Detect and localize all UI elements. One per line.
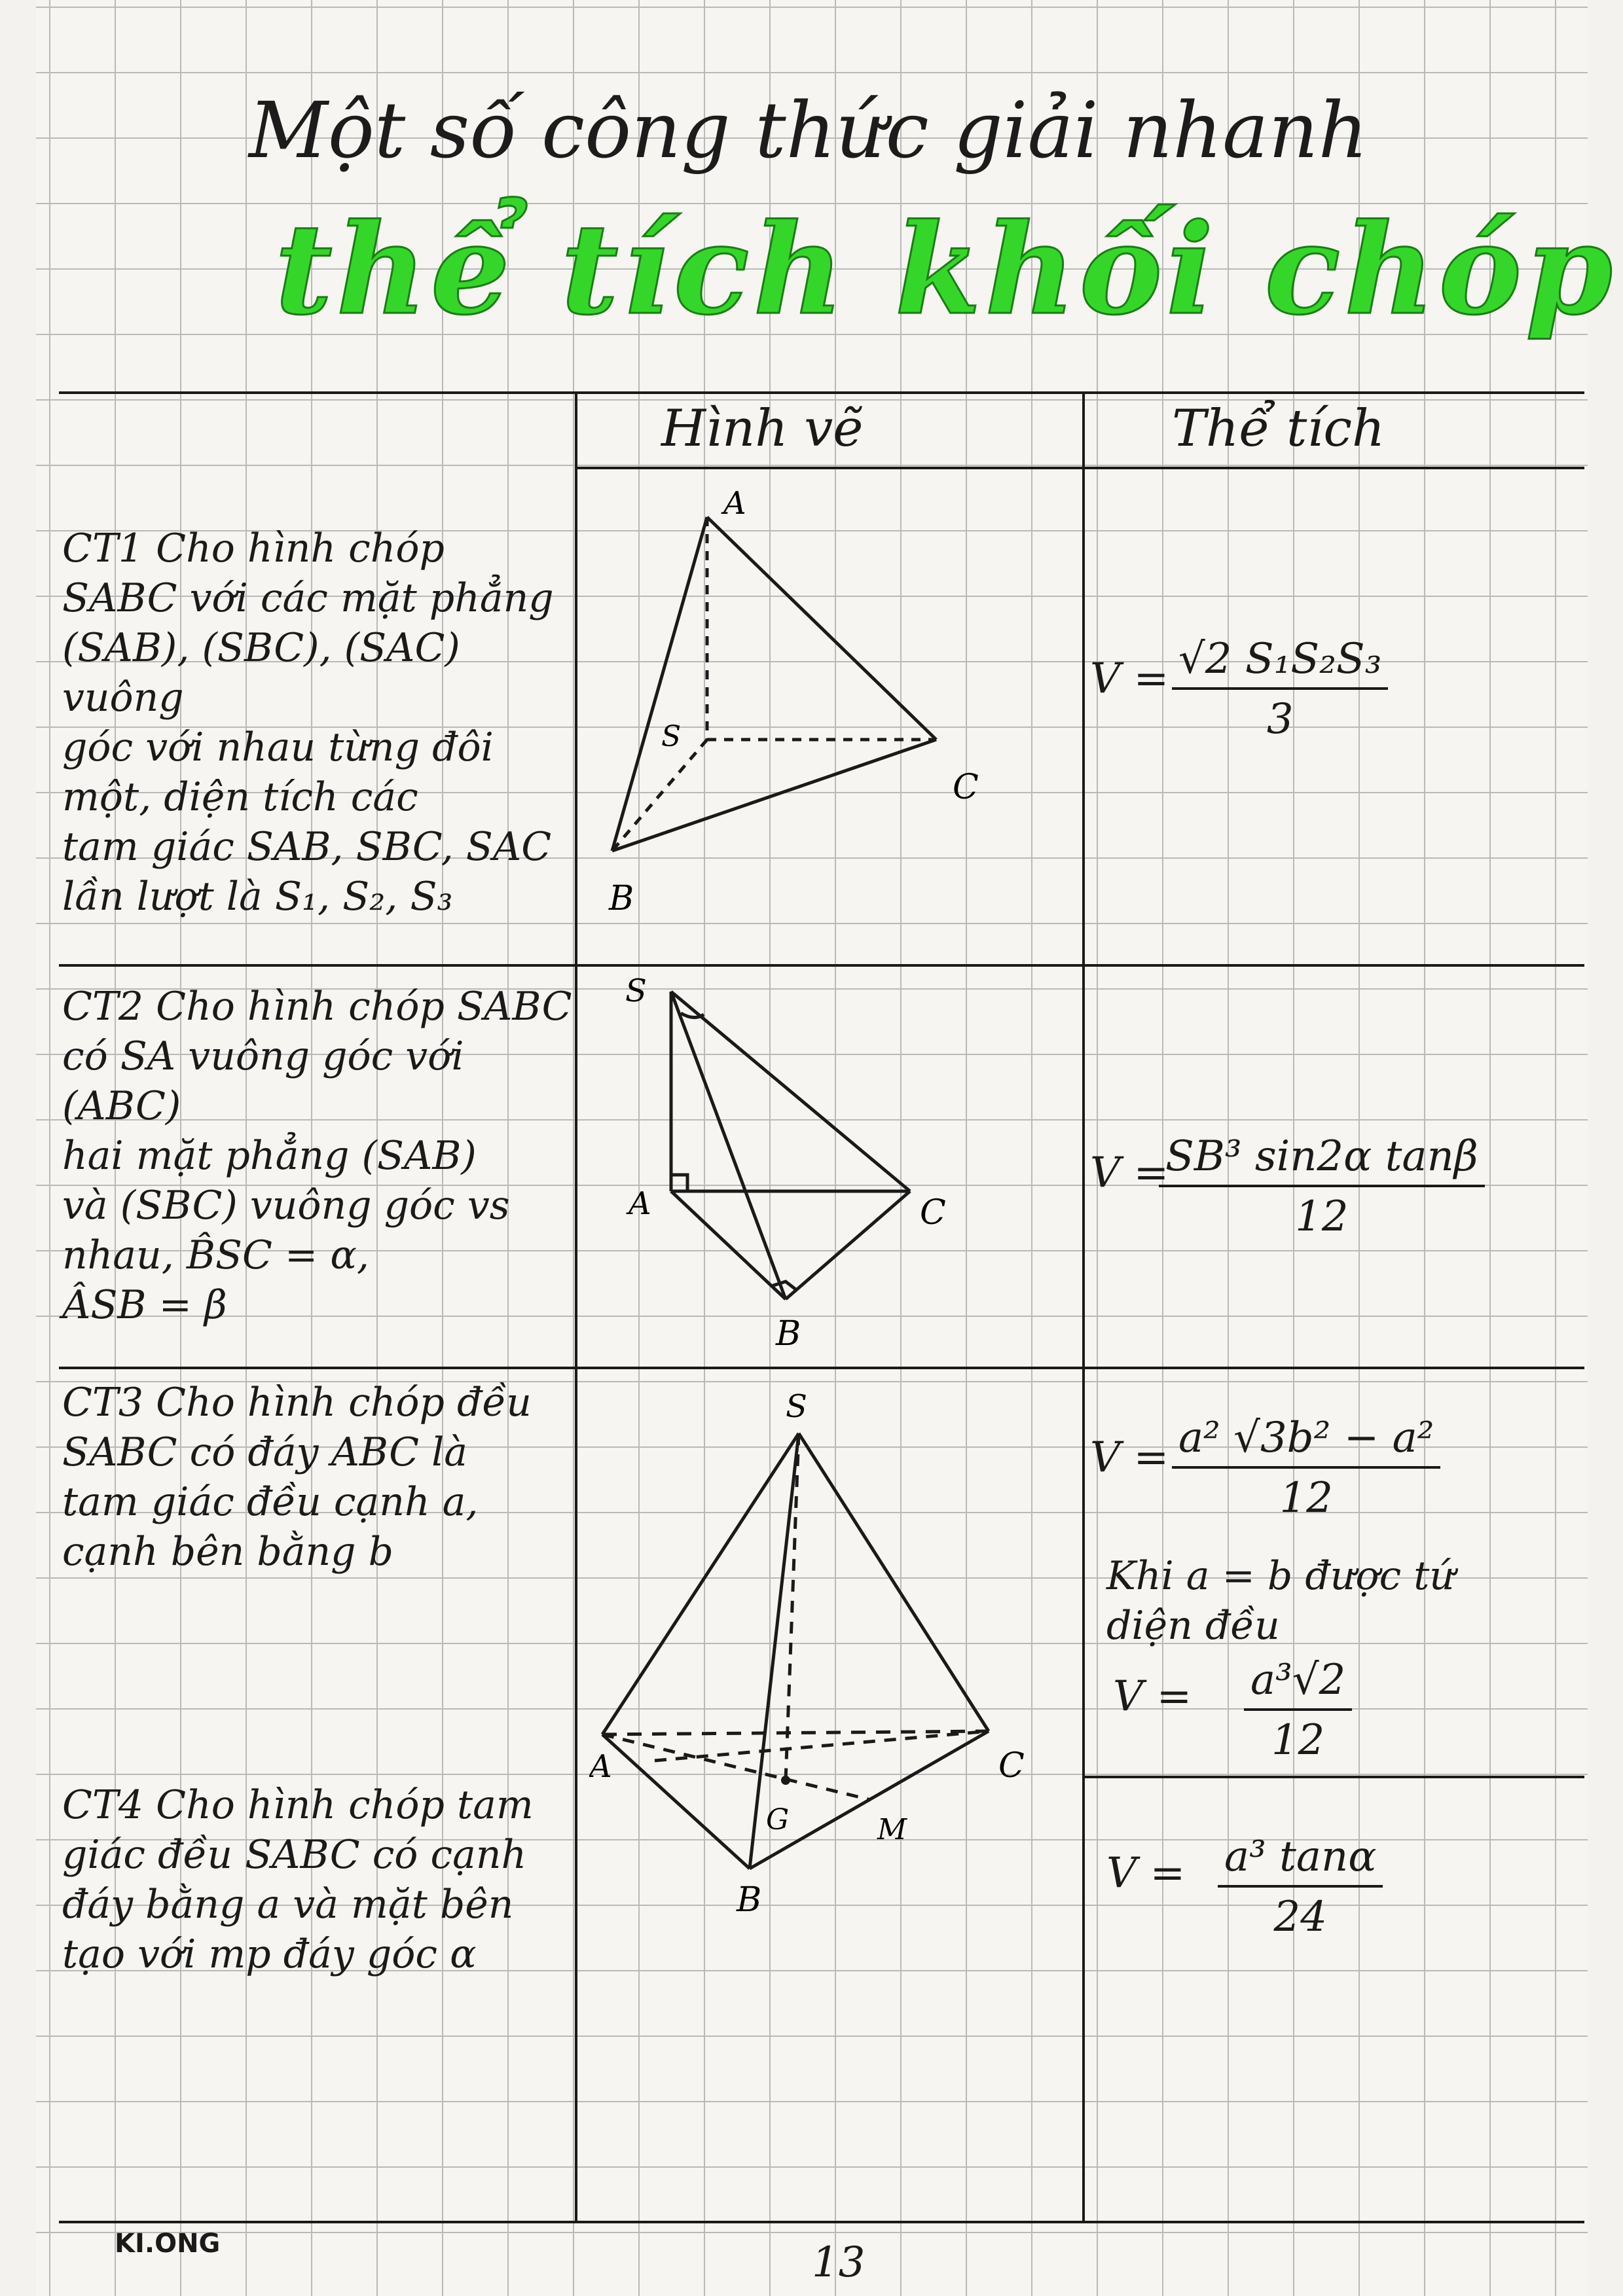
ct1-label-s: S bbox=[661, 720, 682, 753]
ct4-formula-num: a³ tanα bbox=[1218, 1833, 1383, 1888]
ct3-formula2-lhs: V = bbox=[1113, 1672, 1192, 1721]
ct4-formula-lhs: V = bbox=[1106, 1849, 1186, 1897]
ct4-formula-den: 24 bbox=[1273, 1893, 1327, 1941]
ct2-label-b: B bbox=[776, 1314, 801, 1354]
ct3-formula-num: a² √3b² − a² bbox=[1172, 1414, 1440, 1469]
ct1-formula-num: √2 S₁S₂S₃ bbox=[1172, 635, 1388, 690]
ct3-text: CT3 Cho hình chóp đều SABC có đáy ABC là tam giác đều cạnh a, cạnh bên bằng b bbox=[62, 1380, 532, 1575]
ct3-formula2-num: a³√2 bbox=[1244, 1656, 1352, 1711]
ct3-formula-den: 12 bbox=[1279, 1474, 1333, 1522]
ct1-label-b: B bbox=[609, 879, 634, 918]
ct3-label-c: C bbox=[998, 1746, 1025, 1785]
page-title-line1: Một số công thức giải nhanh bbox=[249, 85, 1368, 175]
ct2-label-a: A bbox=[629, 1185, 651, 1222]
ct2-formula-den: 12 bbox=[1295, 1193, 1349, 1241]
ct1-text: CT1 Cho hình chóp SABC với các mặt phẳng (SAB), (SBC), (SAC) vuông góc với nhau từng đôi một, diện tích các tam giác SAB, SBC, SAC lần lượt là S₁, S₂, S₃ bbox=[62, 526, 554, 920]
ct1-formula-den: 3 bbox=[1266, 695, 1294, 744]
ct3-formula2-den: 12 bbox=[1271, 1716, 1325, 1765]
ct2-figure bbox=[589, 975, 1034, 1361]
header-figure: Hình vẽ bbox=[661, 399, 864, 458]
ct1-formula bbox=[1172, 635, 1388, 744]
ct3-label-m: M bbox=[877, 1813, 907, 1846]
ct1-label-c: C bbox=[953, 768, 979, 807]
ct1-label-a: A bbox=[723, 485, 746, 522]
ct1-formula-lhs: V = bbox=[1090, 655, 1169, 703]
ct3-formula-lhs: V = bbox=[1090, 1433, 1169, 1482]
ct2-text: CT2 Cho hình chóp SABC có SA vuông góc với (ABC) hai mặt phẳng (SAB) và (SBC) vuông góc vs nhau, B̂SC = α, ÂSB = β bbox=[62, 984, 572, 1328]
ct4-text: CT4 Cho hình chóp tam giác đều SABC có cạnh đáy bằng a và mặt bên tạo với mp đáy góc α bbox=[62, 1782, 534, 1977]
ct1-figure bbox=[589, 484, 1021, 929]
ct3-figure bbox=[589, 1381, 1061, 1931]
header-volume: Thể tích bbox=[1172, 399, 1385, 458]
page-title-line2: thể tích khối chóp bbox=[275, 196, 1617, 342]
ct3-formula2 bbox=[1244, 1656, 1352, 1765]
ct2-label-c: C bbox=[920, 1193, 946, 1232]
ct3-label-b: B bbox=[737, 1880, 762, 1920]
ct2-label-s: S bbox=[625, 975, 647, 1009]
ct3-note: Khi a = b được tứ diện đều bbox=[1106, 1553, 1455, 1649]
ct2-formula-num: SB³ sin2α tanβ bbox=[1159, 1132, 1485, 1187]
ct2-formula bbox=[1159, 1132, 1485, 1241]
page-number: 13 bbox=[812, 2238, 866, 2287]
ct2-formula-lhs: V = bbox=[1090, 1149, 1169, 1197]
ct3-label-a: A bbox=[589, 1748, 612, 1785]
ct4-formula bbox=[1218, 1833, 1383, 1941]
ct3-label-g: G bbox=[766, 1803, 790, 1837]
ct3-label-s: S bbox=[786, 1388, 807, 1425]
footer-brand: KI.ONG bbox=[115, 2229, 221, 2259]
ct3-formula bbox=[1172, 1414, 1440, 1522]
